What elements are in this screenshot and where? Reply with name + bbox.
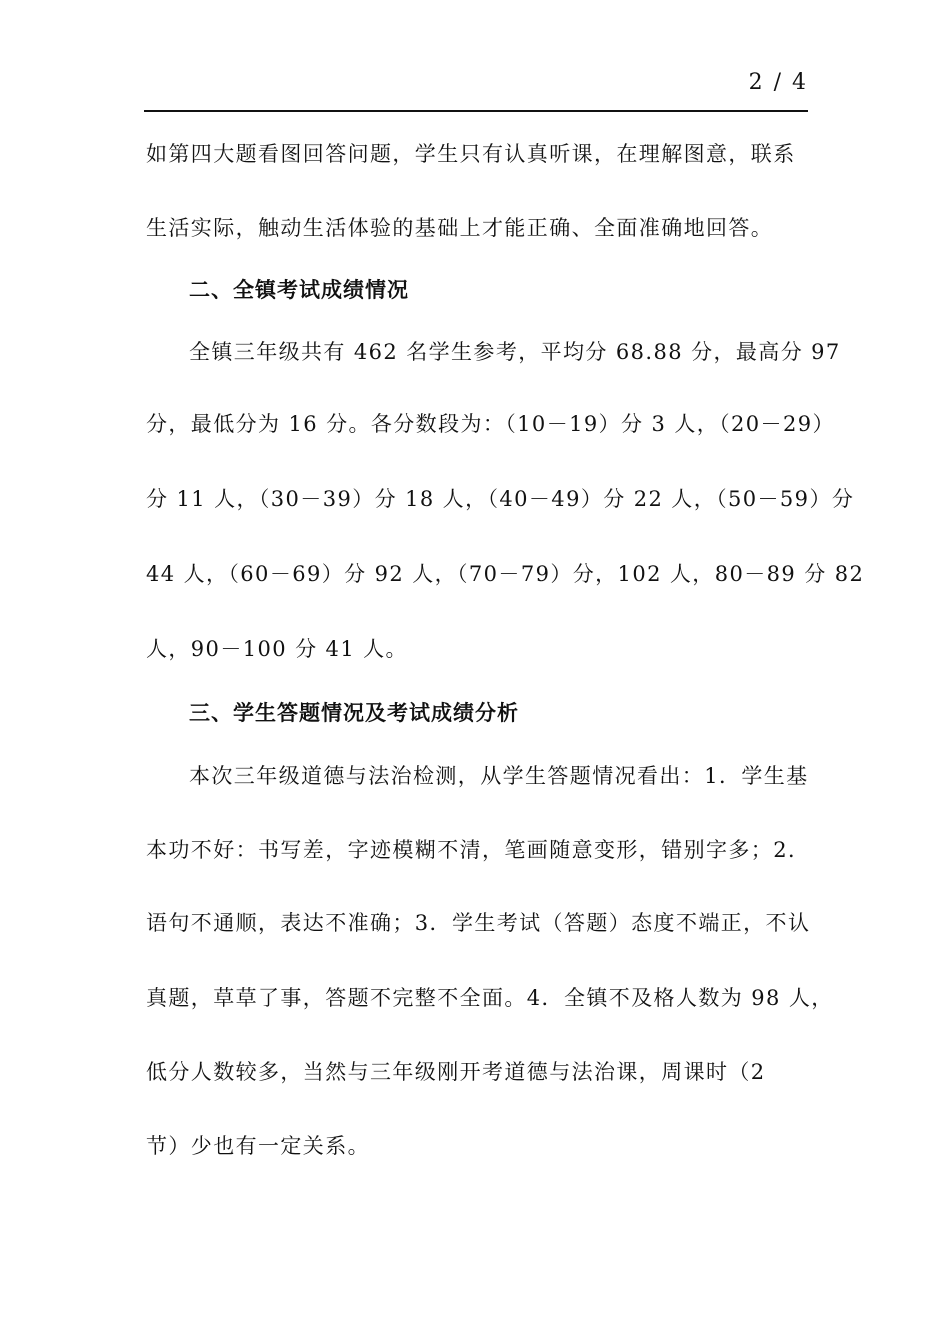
paragraph-line: 如第四大题看图回答问题，学生只有认真听课，在理解图意，联系 — [146, 142, 796, 166]
section-heading-score-overview: 二、全镇考试成绩情况 — [189, 278, 409, 302]
page-number: 2 / 4 — [748, 70, 808, 95]
paragraph-line: 生活实际，触动生活体验的基础上才能正确、全面准确地回答。 — [146, 216, 774, 240]
paragraph-line: 全镇三年级共有 462 名学生参考，平均分 68.88 分，最高分 97 — [189, 340, 841, 364]
paragraph-line: 节）少也有一定关系。 — [146, 1134, 370, 1158]
header-rule — [144, 110, 808, 112]
paragraph-line: 分 11 人，（30－39）分 18 人，（40－49）分 22 人，（50－59）分 — [146, 487, 855, 511]
paragraph-line: 44 人，（60－69）分 92 人，（70－79）分，102 人，80－89 分 82 — [146, 562, 865, 586]
paragraph-line: 人，90－100 分 41 人。 — [146, 637, 408, 661]
paragraph-line: 本功不好：书写差，字迹模糊不清，笔画随意变形，错别字多；2． — [146, 838, 811, 862]
paragraph-line: 分，最低分为 16 分。各分数段为：（10－19）分 3 人，（20－29） — [146, 412, 835, 436]
paragraph-line: 低分人数较多，当然与三年级刚开考道德与法治课，周课时（2 — [146, 1060, 766, 1084]
section-heading-answer-analysis: 三、学生答题情况及考试成绩分析 — [189, 701, 519, 725]
paragraph-line: 真题，草草了事，答题不完整不全面。4．全镇不及格人数为 98 人， — [146, 986, 834, 1010]
paragraph-line: 本次三年级道德与法治检测，从学生答题情况看出：1．学生基 — [189, 764, 809, 788]
paragraph-line: 语句不通顺，表达不准确；3．学生考试（答题）态度不端正，不认 — [146, 911, 811, 935]
